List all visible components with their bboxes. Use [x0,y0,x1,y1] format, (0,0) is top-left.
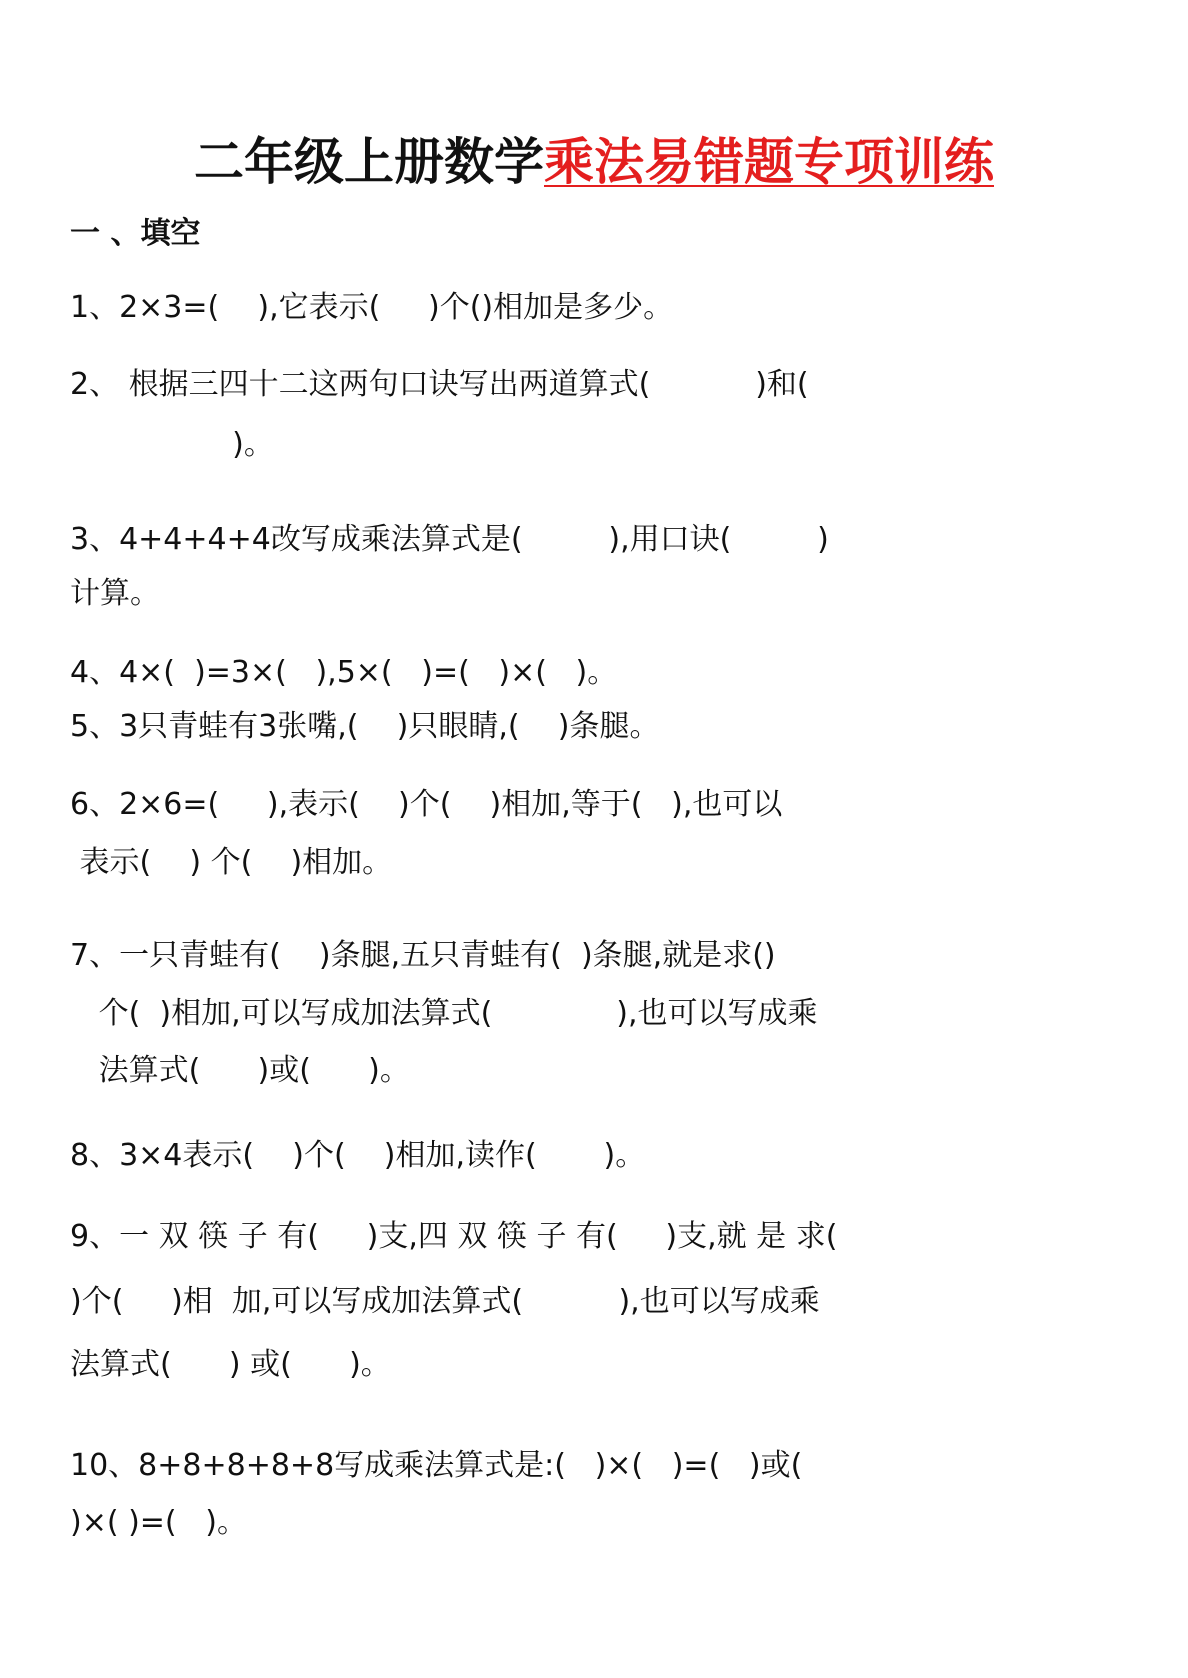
question-7-line-2: 个( )相加,可以写成加法算式( ),也可以写成乘 [70,996,818,1031]
question-3-line-1: 3、4+4+4+4改写成乘法算式是( ),用口诀( ) [70,522,829,557]
section-heading: 一 、填空 [70,216,201,251]
question-8: 8、3×4表示( )个( )相加,读作( )。 [70,1138,646,1173]
question-3-line-2: 计算。 [70,576,160,611]
question-6-line-2: 表示( ) 个( )相加。 [70,845,393,880]
question-7-line-3: 法算式( )或( )。 [70,1053,410,1088]
question-6-line-1: 6、2×6=( ),表示( )个( )相加,等于( ),也可以 [70,787,783,822]
title-red: 乘法易错题专项训练 [544,133,994,191]
question-9-line-2: )个( )相 加,可以写成加法算式( ),也可以写成乘 [70,1284,820,1319]
question-2-line-2: )。 [70,427,274,462]
question-7-line-1: 7、一只青蛙有( )条腿,五只青蛙有( )条腿,就是求() [70,938,776,973]
question-9-line-1: 9、一 双 筷 子 有( )支,四 双 筷 子 有( )支,就 是 求( [70,1219,838,1254]
question-9-line-3: 法算式( ) 或( )。 [70,1347,391,1382]
title-black: 二年级上册数学 [194,133,544,191]
question-10-line-2: )×( )=( )。 [70,1505,247,1540]
question-2-line-1: 2、 根据三四十二这两句口诀写出两道算式( )和( [70,367,809,402]
question-10-line-1: 10、8+8+8+8+8写成乘法算式是:( )×( )=( )或( [70,1448,803,1483]
question-5: 5、3只青蛙有3张嘴,( )只眼睛,( )条腿。 [70,709,660,744]
page-title [0,122,1188,194]
question-4: 4、4×( )=3×( ),5×( )=( )×( )。 [70,655,618,690]
question-1: 1、2×3=( ),它表示( )个()相加是多少。 [70,290,674,325]
